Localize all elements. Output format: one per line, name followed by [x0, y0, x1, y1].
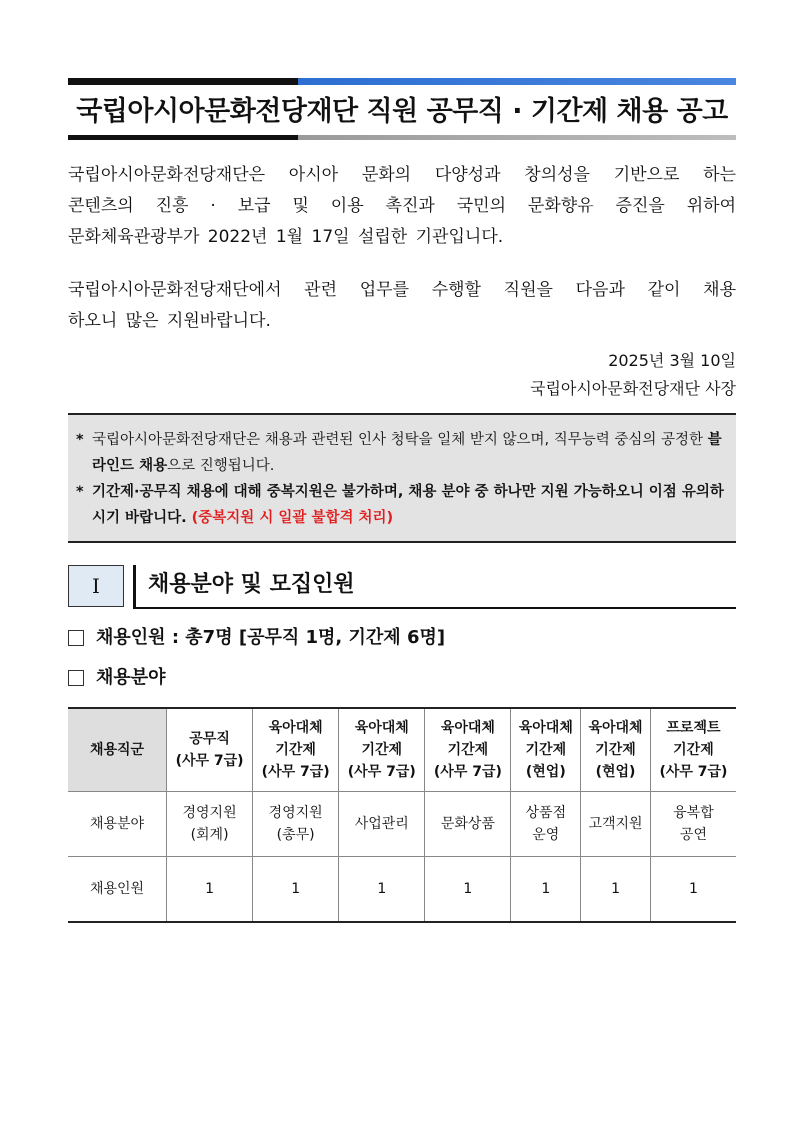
intro-line: 국립아시아문화전당재단은 아시아 문화의 다양성과 창의성을 기반으로 하는	[68, 165, 736, 185]
cell-line: (사무 7급)	[659, 764, 728, 780]
header-cell	[339, 708, 425, 792]
row-label: 채용인원	[68, 857, 167, 923]
cell-line: 고객지원	[588, 816, 643, 832]
notice-text: 으로 진행됩니다.	[167, 458, 275, 474]
notice-warning: (중복지원 시 일괄 불합격 처리)	[191, 510, 394, 526]
cell-line: (현업)	[595, 764, 636, 780]
cell-line: 경영지원	[268, 805, 323, 821]
cell-line: (회계)	[190, 827, 229, 843]
cell-line: (사무 7급)	[433, 764, 502, 780]
cell-line: (사무 7급)	[347, 764, 416, 780]
table-cell	[511, 792, 581, 857]
checklist-item	[68, 623, 736, 653]
checkbox-square-icon	[68, 630, 84, 646]
cell-line: 문화상품	[440, 816, 495, 832]
asterisk: *	[76, 432, 84, 448]
notice-box	[68, 413, 736, 543]
table-header-row	[68, 708, 736, 792]
table-cell	[425, 792, 511, 857]
cell-line: (사무 7급)	[261, 764, 330, 780]
checklist-text: 채용분야	[96, 667, 166, 688]
header-cell: 채용직군	[68, 708, 167, 792]
cell-line: 육아대체	[518, 720, 573, 736]
cell-line: 기간제	[447, 742, 489, 758]
table-cell: 1	[425, 857, 511, 923]
document-page	[68, 78, 736, 923]
cell-line: 공연	[679, 827, 707, 843]
cell-line: 기간제	[361, 742, 403, 758]
cell-line: 프로젝트	[666, 720, 721, 736]
cell-line: 기간제	[275, 742, 316, 758]
checklist-item	[68, 663, 736, 693]
cell-line: 상품점	[525, 805, 567, 821]
section-number: Ⅰ	[68, 565, 124, 607]
notice-item	[76, 427, 726, 479]
table-row	[68, 857, 736, 923]
intro-line: 하오니 많은 지원바랍니다.	[68, 311, 271, 331]
table-cell: 1	[581, 857, 651, 923]
cell-line: 사업관리	[354, 816, 409, 832]
header-cell	[425, 708, 511, 792]
recruitment-table	[68, 707, 736, 923]
header-cell	[650, 708, 736, 792]
cell-line: 경영지원	[182, 805, 237, 821]
table-cell	[650, 792, 736, 857]
cell-line: 기간제	[673, 742, 714, 758]
signature: 국립아시아문화전당재단 사장	[529, 379, 736, 398]
header-cell	[167, 708, 253, 792]
cell-line: 공무직	[189, 731, 230, 747]
notice-item	[76, 479, 726, 531]
header-cell	[253, 708, 339, 792]
section-header	[68, 565, 736, 609]
cell-line: 기간제	[525, 742, 567, 758]
page-title: 국립아시아문화전당재단 직원 공무직 · 기간제 채용 공고	[76, 96, 728, 127]
table-row	[68, 792, 736, 857]
section-title: 채용분야 및 모집인원	[136, 565, 736, 609]
cell-line: 육아대체	[588, 720, 643, 736]
asterisk: *	[76, 484, 84, 500]
row-label: 채용분야	[68, 792, 167, 857]
announcement-date: 2025년 3월 10일	[608, 351, 736, 370]
header-cell	[581, 708, 651, 792]
title-bottom-rule	[68, 135, 736, 140]
table-cell	[167, 792, 253, 857]
table-cell: 1	[253, 857, 339, 923]
cell-line: 융복합	[673, 805, 714, 821]
cell-line: 기간제	[595, 742, 636, 758]
checkbox-square-icon	[68, 670, 84, 686]
cell-line: (현업)	[525, 764, 566, 780]
cell-line: 육아대체	[268, 720, 323, 736]
cell-line: 육아대체	[440, 720, 495, 736]
cell-line: (사무 7급)	[175, 753, 244, 769]
header-cell	[511, 708, 581, 792]
intro-line: 콘텐츠의 진흥 · 보급 및 이용 촉진과 국민의 문화향유 증진을 위하여	[68, 196, 736, 216]
intro-line: 국립아시아문화전당재단에서 관련 업무를 수행할 직원을 다음과 같이 채용	[68, 280, 736, 300]
cell-line: 육아대체	[354, 720, 409, 736]
table-cell	[581, 792, 651, 857]
table-cell: 1	[339, 857, 425, 923]
notice-text: 기간제·공무직 채용에 대해 중복지원은 불가하며, 채용 분야 중 하나만 지원 가능하오니 이점 유의하시기 바랍니다.	[92, 484, 724, 526]
table-cell	[339, 792, 425, 857]
title-top-rule	[68, 78, 736, 85]
table-cell: 1	[511, 857, 581, 923]
notice-emphasis: 블라인드 채용	[92, 432, 722, 474]
intro-paragraph-1	[68, 160, 736, 337]
table-cell: 1	[167, 857, 253, 923]
table-cell	[253, 792, 339, 857]
cell-line: (총무)	[276, 827, 315, 843]
notice-text: 국립아시아문화전당재단은 채용과 관련된 인사 청탁을 일체 받지 않으며, 직무능력 중심의 공정한	[92, 432, 708, 448]
intro-line: 문화체육관광부가 2022년 1월 17일 설립한 기관입니다.	[68, 227, 504, 247]
checklist-text: 채용인원 : 총7명 [공무직 1명, 기간제 6명]	[96, 627, 446, 648]
cell-line: 운영	[532, 827, 560, 843]
table-cell: 1	[650, 857, 736, 923]
